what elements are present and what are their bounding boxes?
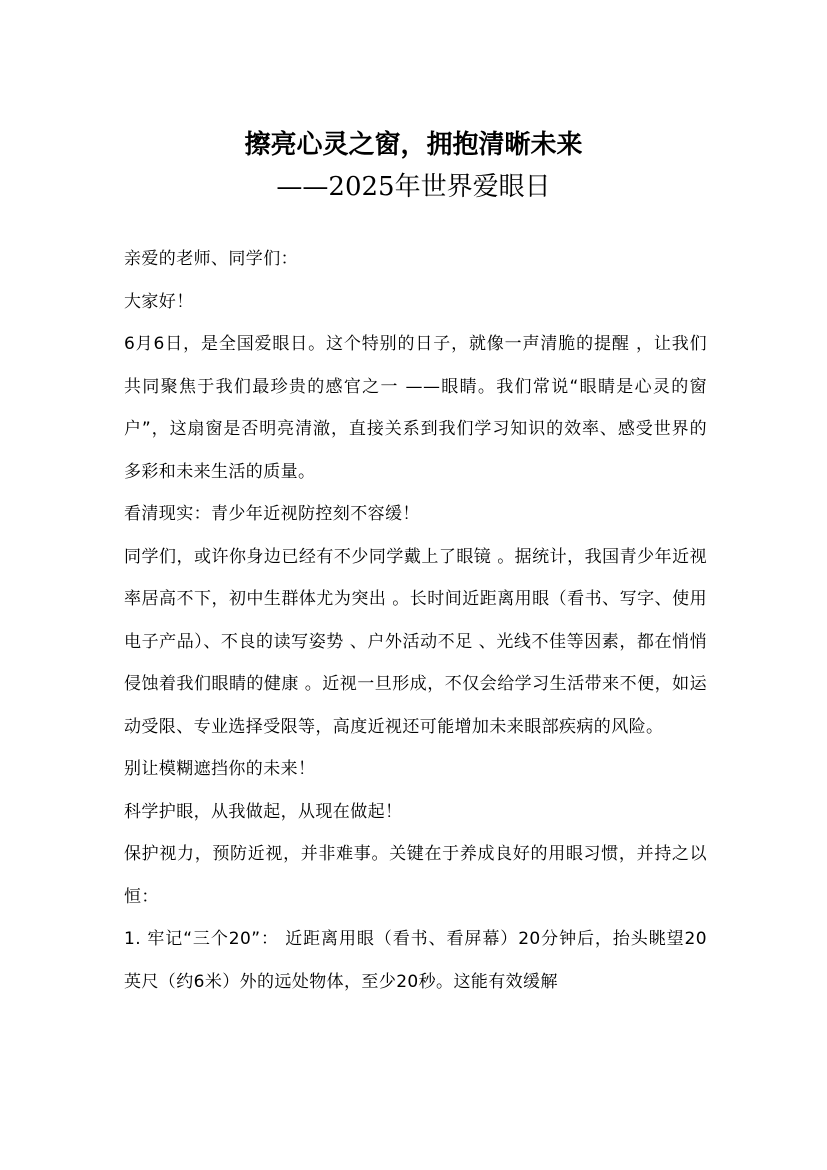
section-heading-protection: 科学护眼，从我做起，从现在做起！	[124, 801, 403, 822]
list-item: 1. 牢记“三个20”： 近距离用眼（看书、看屏幕）20分钟后，抬头眺望20英尺（约6米）外的远处物体，至少20秒。这能有效缓解	[124, 929, 707, 992]
greeting-paragraph: 亲爱的老师、同学们：	[124, 249, 298, 269]
section-heading-reality: 看清现实：青少年近视防控刻不容缓！	[124, 504, 420, 524]
hello-paragraph: 大家好！	[124, 291, 194, 312]
slogan-paragraph: 别让模糊遮挡你的未来！	[124, 759, 316, 779]
habits-paragraph: 保护视力，预防近视，并非难事。关键在于养成良好的用眼习惯，并持之以恒：	[124, 844, 707, 907]
document-subtitle: ——2025年世界爱眼日	[276, 172, 551, 202]
document-body	[124, 238, 707, 1003]
document-title: 擦亮心灵之窗，拥抱清晰未来	[244, 130, 583, 160]
intro-paragraph: 6月6日，是全国爱眼日。这个特别的日子，就像一声清脆的提醒 ，让我们共同聚焦于我们最珍贵的感官之一 ——眼睛。我们常说“眼睛是心灵的窗户”，这扇窗是否明亮清澈，直接关系到我们学习知识的效率、感受世界的多彩和未来生活的质量。	[124, 334, 707, 482]
statistics-paragraph: 同学们，或许你身边已经有不少同学戴上了眼镜 。据统计，我国青少年近视率居高不下，初中生群体尤为突出 。长时间近距离用眼（看书、写字、使用电子产品）、不良的读写姿势 、户外活动不足 、光线不佳等因素，都在悄悄侵蚀着我们眼睛的健康 。近视一旦形成，不仅会给学习生活带来不便，如运动受限、专业选择受限等，高度近视还可能增加未来眼部疾病的风险。	[124, 546, 707, 737]
